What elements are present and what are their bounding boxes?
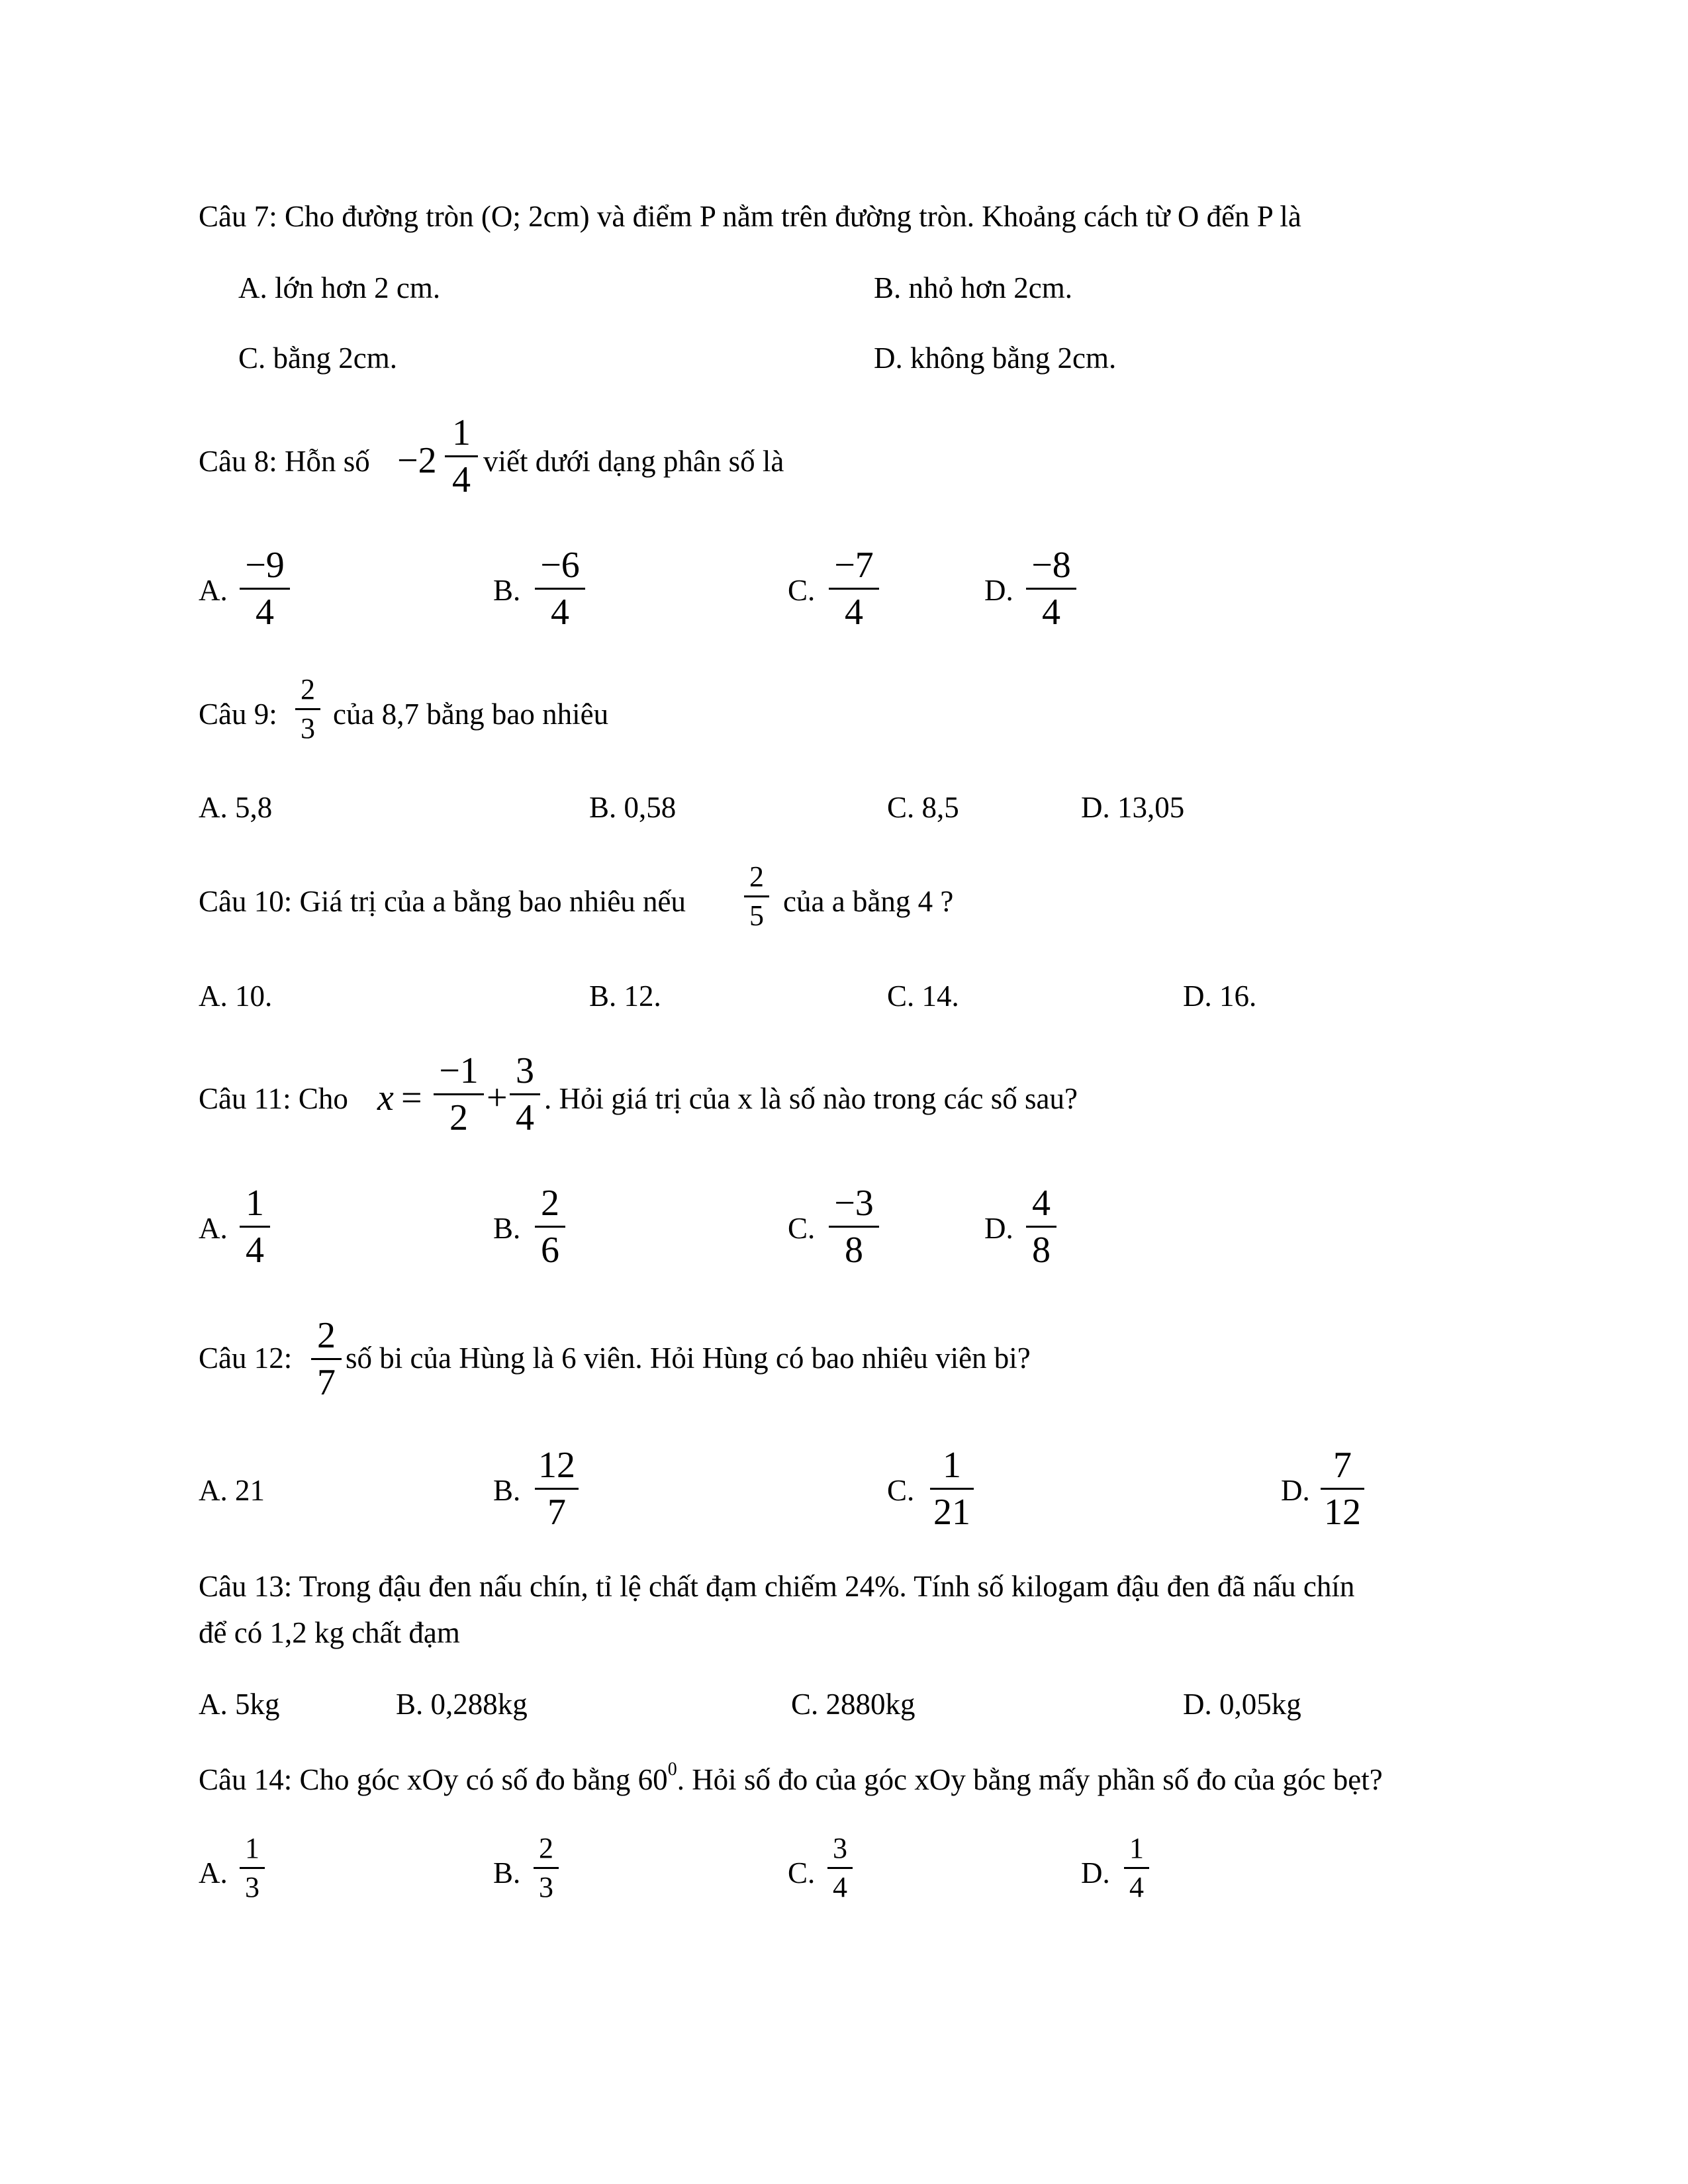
q14-option-a-label: A. [199,1856,228,1889]
q8-option-d-label: D. [984,574,1013,607]
fraction-num: 12 [538,1445,575,1486]
q12-option-a: A. 21 [199,1474,265,1507]
q8-option-b-label: B. [493,574,521,607]
q7-question: Câu 7: Cho đường tròn (O; 2cm) và điểm P nằm trên đường tròn. Khoảng cách từ O đến P là [199,200,1301,233]
fraction-num: 3 [516,1050,534,1091]
fraction-num: −8 [1031,545,1071,586]
fraction-den: 4 [1129,1871,1144,1903]
fraction-den: 4 [256,592,274,633]
q8-tail: viết dưới dạng phân số là [483,445,784,478]
fraction-den: 8 [845,1230,863,1271]
q11-option-c-label: C. [788,1212,816,1245]
q11-option-d-label: D. [984,1212,1013,1245]
fraction-den: 4 [246,1230,264,1271]
q7-option-c: C. bằng 2cm. [238,341,397,375]
fraction-den: 4 [1042,592,1060,633]
q14-question [199,1760,1383,1795]
q7-option-a: A. lớn hơn 2 cm. [238,271,441,304]
fraction-bar [1026,588,1076,590]
fraction-num: −6 [540,545,580,586]
fraction-bar [535,1226,565,1228]
q14-question-post: . Hỏi số đo của góc xOy bằng mấy phần số đo của góc bẹt? [677,1763,1383,1796]
fraction-bar [534,1867,559,1869]
fraction-bar [510,1093,540,1095]
q7-option-b: B. nhỏ hơn 2cm. [874,271,1073,304]
q11-plus: + [487,1077,508,1118]
fraction-bar [535,1488,579,1490]
q12-option-d-fraction [1321,1447,1364,1531]
fraction-den: 3 [301,712,315,745]
q13-option-a: A. 5kg [199,1688,280,1721]
q7-option-d: D. không bằng 2cm. [874,341,1117,375]
q12-fraction [311,1317,342,1401]
fraction-num: −9 [245,545,285,586]
q10-fraction [744,862,769,931]
q8-option-c-label: C. [788,574,816,607]
fraction-den: 2 [449,1097,468,1138]
q11-label: Câu 11: Cho [199,1082,348,1115]
fraction-den: 21 [933,1492,970,1533]
fraction-num: −7 [834,545,874,586]
q9-option-c: C. 8,5 [887,791,959,824]
q9-tail: của 8,7 bằng bao nhiêu [333,698,609,731]
q13-question-line-2: để có 1,2 kg chất đạm [199,1616,460,1649]
fraction-bar [829,1226,879,1228]
fraction-num: −3 [834,1183,874,1224]
fraction-bar [311,1358,342,1360]
q11-option-a-fraction [240,1185,270,1269]
q8-option-d-fraction [1026,547,1076,631]
fraction-bar [1321,1488,1364,1490]
q12-option-c-label: C. [887,1474,915,1507]
fraction-den: 5 [749,899,764,932]
fraction-bar [240,588,290,590]
fraction-bar [535,588,585,590]
fraction-bar [827,1867,853,1869]
q14-question-pre: Câu 14: Cho góc xOy có số đo bằng 60 [199,1763,668,1796]
q14-option-c-label: C. [788,1856,816,1889]
q10-label: Câu 10: Giá trị của a bằng bao nhiêu nếu [199,885,686,918]
fraction-num: 7 [1333,1445,1352,1486]
fraction-den: 4 [551,592,569,633]
q11-fraction-1 [434,1052,484,1136]
q8-mixed-fraction [445,414,478,498]
degree-superscript: 0 [667,1759,677,1780]
fraction-num: 1 [245,1832,259,1864]
fraction-num: 2 [541,1183,559,1224]
q9-option-b: B. 0,58 [589,791,677,824]
q11-option-b-label: B. [493,1212,521,1245]
q10-option-a: A. 10. [199,979,273,1013]
q8-whole: −2 [397,440,437,481]
fraction-den: 7 [547,1492,566,1533]
q8-option-a-fraction [240,547,290,631]
q14-option-d-label: D. [1081,1856,1110,1889]
fraction-num: 1 [246,1183,264,1224]
q10-option-d: D. 16. [1183,979,1257,1013]
fraction-num: 2 [301,673,315,705]
fraction-den: 3 [245,1871,259,1903]
q14-option-c-fraction [827,1834,853,1902]
fraction-bar [829,588,879,590]
q9-label: Câu 9: [199,698,277,731]
fraction-bar [295,708,320,710]
q11-option-d-fraction [1026,1185,1056,1269]
fraction-num: 2 [539,1832,553,1864]
q8-option-c-fraction [829,547,879,631]
fraction-den: 7 [317,1362,336,1403]
fraction-bar [744,895,769,897]
q14-option-a-fraction [240,1834,265,1902]
fraction-bar [930,1488,974,1490]
q14-option-b-label: B. [493,1856,521,1889]
q11-equals: = [401,1077,422,1118]
fraction-den: 12 [1324,1492,1361,1533]
q9-option-a: A. 5,8 [199,791,273,824]
q11-option-b-fraction [535,1185,565,1269]
q13-option-c: C. 2880kg [791,1688,915,1721]
fraction-bar [1124,1867,1149,1869]
q13-question-line-1: Câu 13: Trong đậu đen nấu chín, tỉ lệ chất đạm chiếm 24%. Tính số kilogam đậu đen đã nấu chín [199,1570,1355,1603]
q8-fraction-den: 4 [452,459,471,500]
q11-variable: x [377,1077,394,1118]
q12-option-c-fraction [930,1447,974,1531]
fraction-num: 3 [833,1832,847,1864]
q10-tail: của a bằng 4 ? [783,885,954,918]
fraction-num: 4 [1032,1183,1051,1224]
q8-fraction-num: 1 [452,412,471,453]
q11-option-a-label: A. [199,1212,228,1245]
q13-option-d: D. 0,05kg [1183,1688,1301,1721]
q12-option-b-fraction [535,1447,579,1531]
fraction-num: 1 [1129,1832,1144,1864]
q11-tail: . Hỏi giá trị của x là số nào trong các số sau? [544,1082,1078,1115]
q11-fraction-2 [510,1052,540,1136]
q10-option-b: B. 12. [589,979,661,1013]
fraction-bar [1026,1226,1056,1228]
q12-label: Câu 12: [199,1342,293,1375]
q14-option-d-fraction [1124,1834,1149,1902]
q11-option-c-fraction [829,1185,879,1269]
q9-option-d: D. 13,05 [1081,791,1185,824]
fraction-den: 4 [845,592,863,633]
q12-tail: số bi của Hùng là 6 viên. Hỏi Hùng có bao nhiêu viên bi? [346,1342,1031,1375]
q8-option-a-label: A. [199,574,228,607]
fraction-bar [240,1867,265,1869]
q14-option-b-fraction [534,1834,559,1902]
fraction-den: 6 [541,1230,559,1271]
fraction-num: 2 [749,860,764,893]
fraction-bar [445,455,478,457]
q10-option-c: C. 14. [887,979,959,1013]
q9-fraction [295,675,320,743]
q13-option-b: B. 0,288kg [396,1688,528,1721]
fraction-num: −1 [439,1050,479,1091]
fraction-bar [434,1093,484,1095]
fraction-den: 8 [1032,1230,1051,1271]
q12-option-b-label: B. [493,1474,521,1507]
fraction-num: 2 [317,1315,336,1356]
fraction-den: 4 [516,1097,534,1138]
fraction-den: 3 [539,1871,553,1903]
fraction-den: 4 [833,1871,847,1903]
q8-label: Câu 8: Hỗn số [199,445,370,478]
fraction-num: 1 [943,1445,961,1486]
q12-option-d-label: D. [1281,1474,1310,1507]
q8-option-b-fraction [535,547,585,631]
fraction-bar [240,1226,270,1228]
